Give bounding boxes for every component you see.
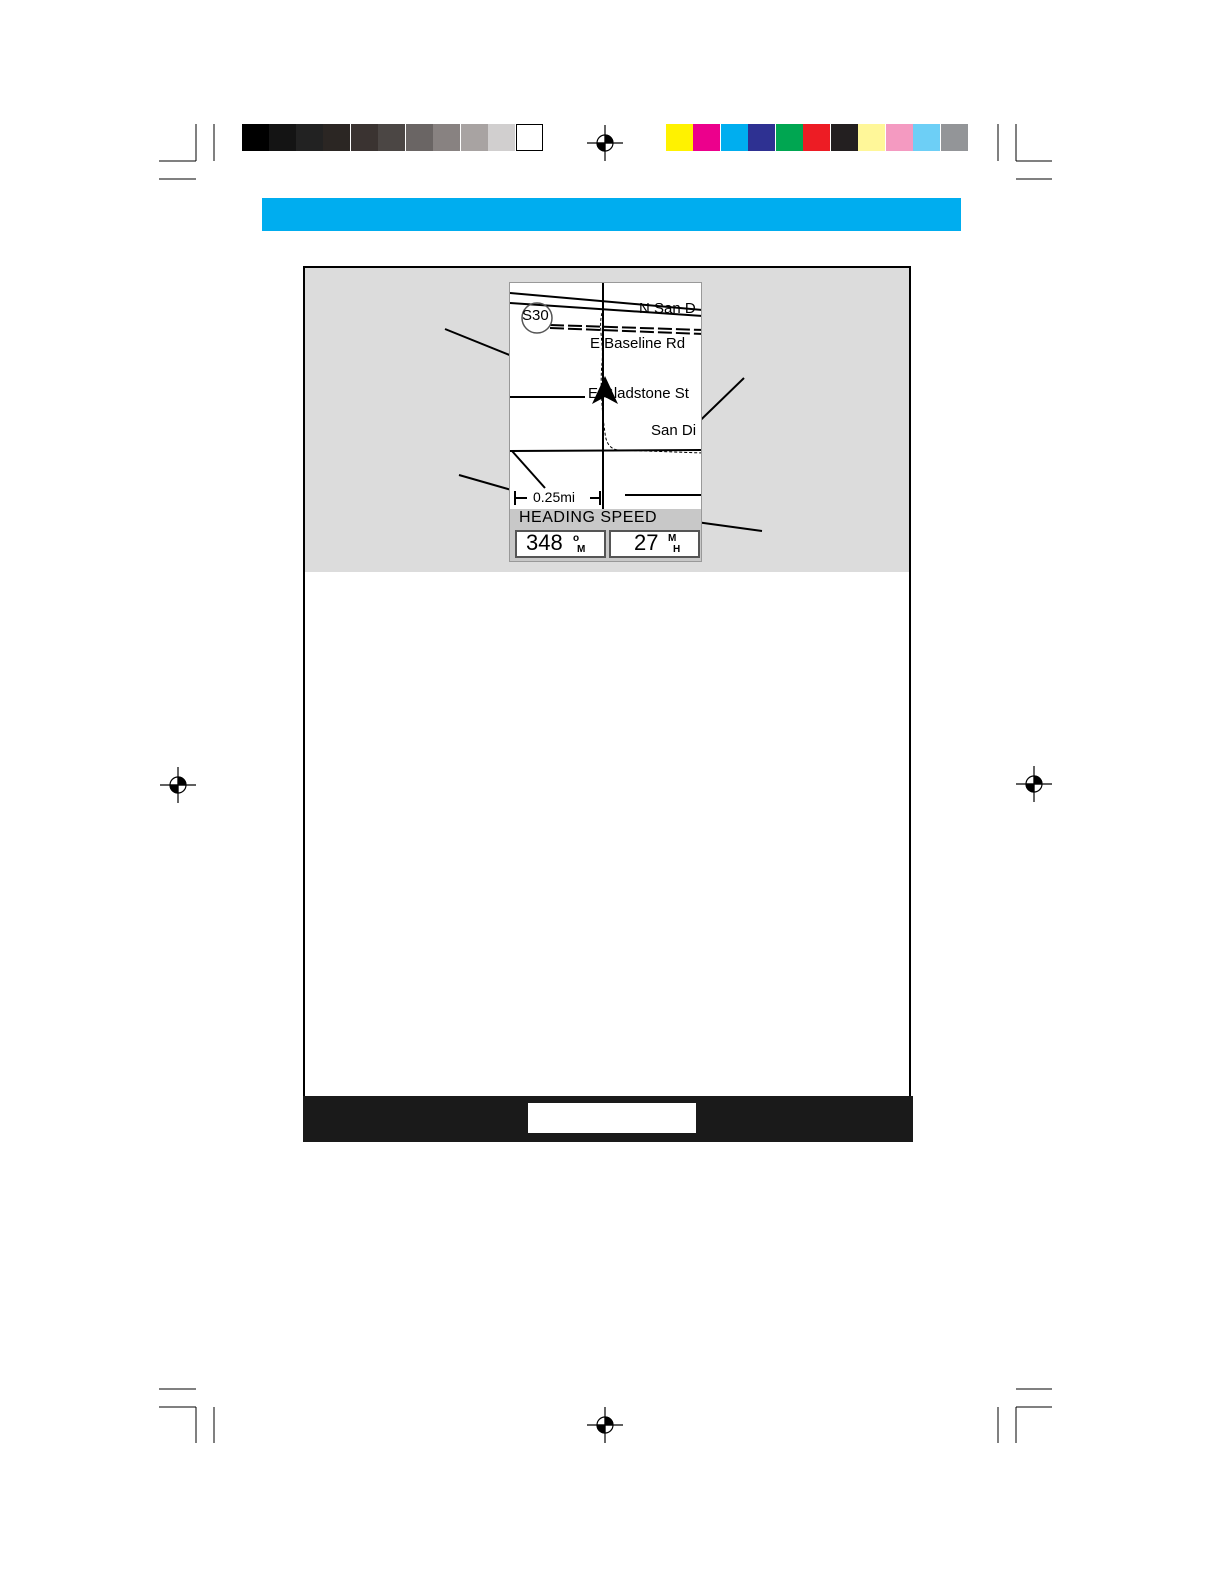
heading-unit-degree: o (573, 533, 580, 544)
callout-line-scale (459, 475, 515, 491)
road-label-san-di: San Di (651, 422, 697, 439)
road-label-baseline: E Baseline Rd (590, 335, 686, 352)
road-san-di (510, 450, 702, 451)
data-field-titles: HEADING SPEED (519, 509, 658, 526)
route-marker-label: S30 (522, 307, 549, 324)
speed-unit-top: M (668, 533, 677, 544)
gps-screen (509, 282, 702, 562)
speed-unit-bottom: H (673, 544, 681, 555)
map-scale-label: 0.25mi (533, 489, 576, 505)
heading-value: 348 (526, 530, 563, 555)
footer-page-box (528, 1103, 696, 1133)
heading-unit-magnetic: M (577, 544, 586, 555)
speed-value: 27 (634, 530, 659, 555)
road-label-gladstone: E Gladstone St (588, 385, 689, 402)
road-label-north: N San D (639, 300, 696, 317)
